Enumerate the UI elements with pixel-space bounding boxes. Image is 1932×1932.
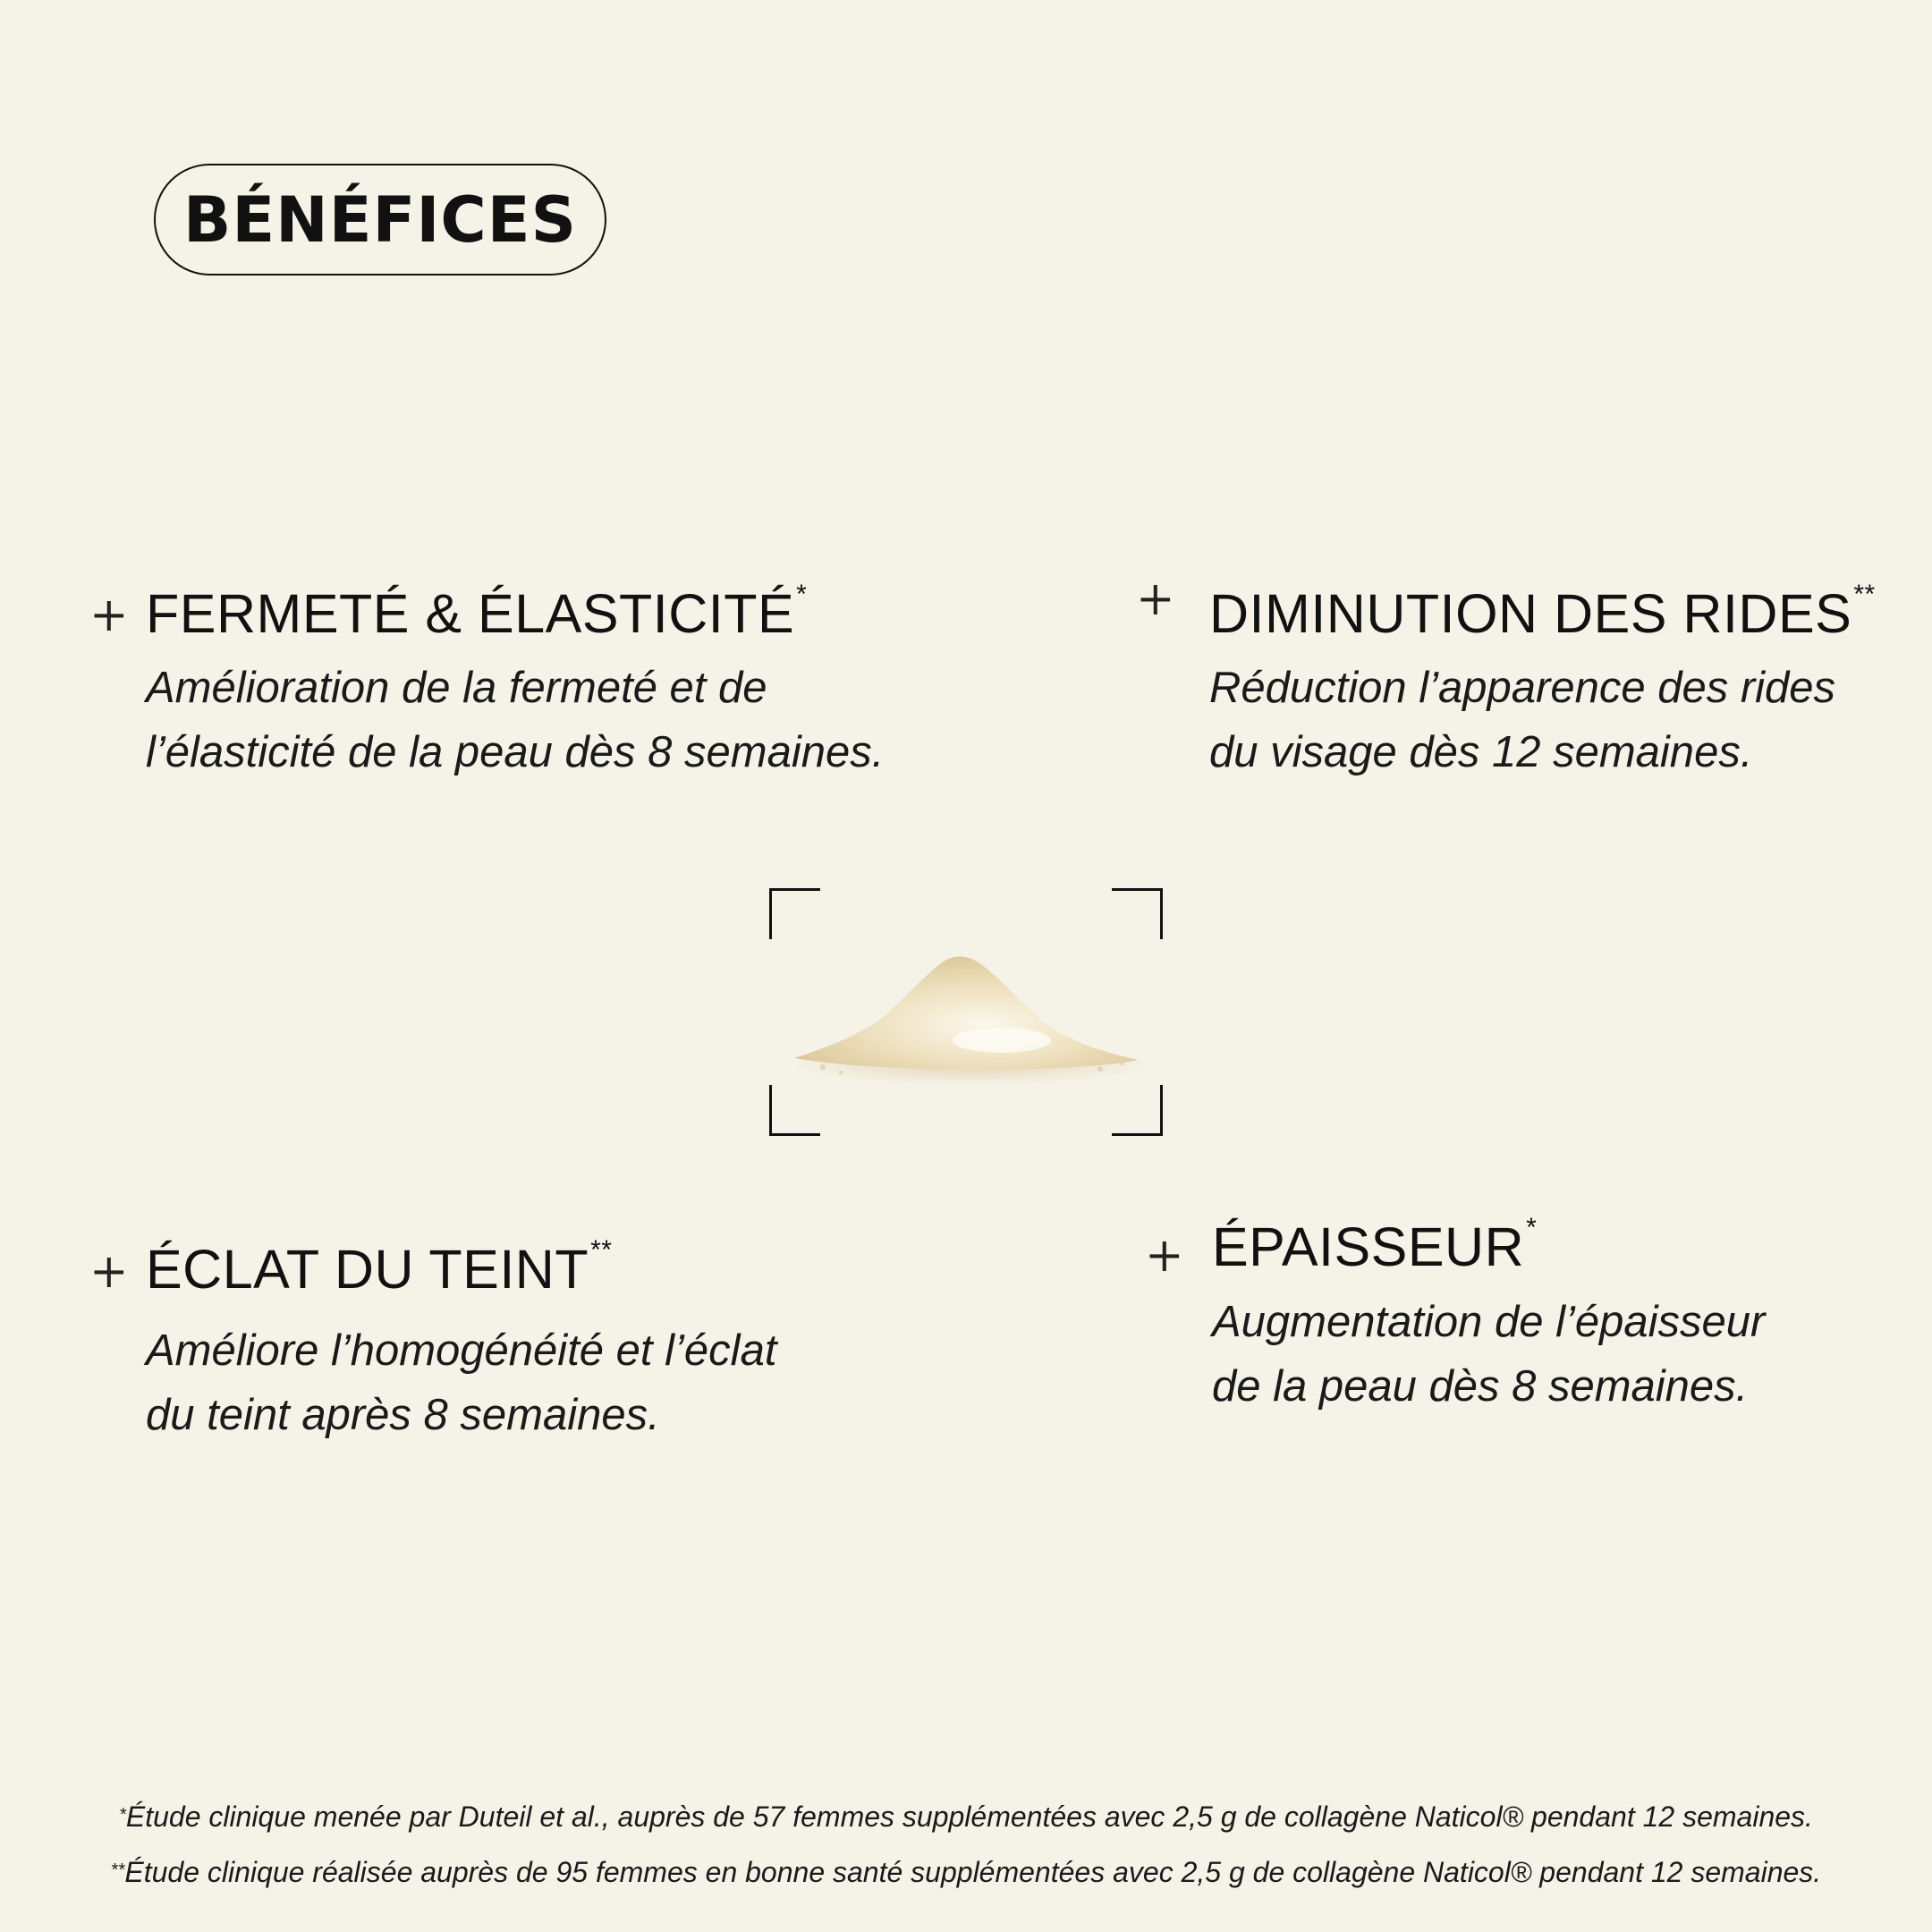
benefits-heading-pill	[154, 164, 606, 275]
footnotes	[0, 1789, 1932, 1900]
benefit-title: ÉCLAT DU TEINT**	[146, 1235, 613, 1300]
page-title: BÉNÉFICES	[182, 182, 578, 257]
plus-icon: +	[1136, 572, 1175, 626]
benefit-title: ÉPAISSEUR*	[1212, 1213, 1538, 1277]
benefit-description: Amélioration de la fermeté et de l’élasticité de la peau dès 8 semaines.	[146, 664, 885, 776]
plus-icon: +	[1145, 1229, 1184, 1283]
benefit-description: Réduction l’apparence des rides du visage dès 12 semaines.	[1209, 664, 1836, 776]
benefit-description: Augmentation de l’épaisseur de la peau dès 8 semaines.	[1212, 1298, 1766, 1411]
powder-image-frame	[769, 888, 1163, 1136]
footnote: **Étude clinique réalisée auprès de 95 femmes en bonne santé supplémentées avec 2,5 g de collagène Naticol® pendant 12 semaines.	[110, 1856, 1822, 1888]
benefit-title: DIMINUTION DES RIDES**	[1209, 580, 1876, 644]
plus-icon: +	[89, 589, 129, 642]
footnote: *Étude clinique menée par Duteil et al., auprès de 57 femmes supplémentées avec 2,5 g de collagène Naticol® pendant 12 semaines.	[119, 1801, 1813, 1833]
plus-icon: +	[89, 1245, 129, 1299]
collagen-powder-image	[787, 915, 1145, 1094]
benefit-title: FERMETÉ & ÉLASTICITÉ*	[146, 580, 808, 644]
benefit-description: Améliore l’homogénéité et l’éclat du teint après 8 semaines.	[146, 1326, 777, 1439]
